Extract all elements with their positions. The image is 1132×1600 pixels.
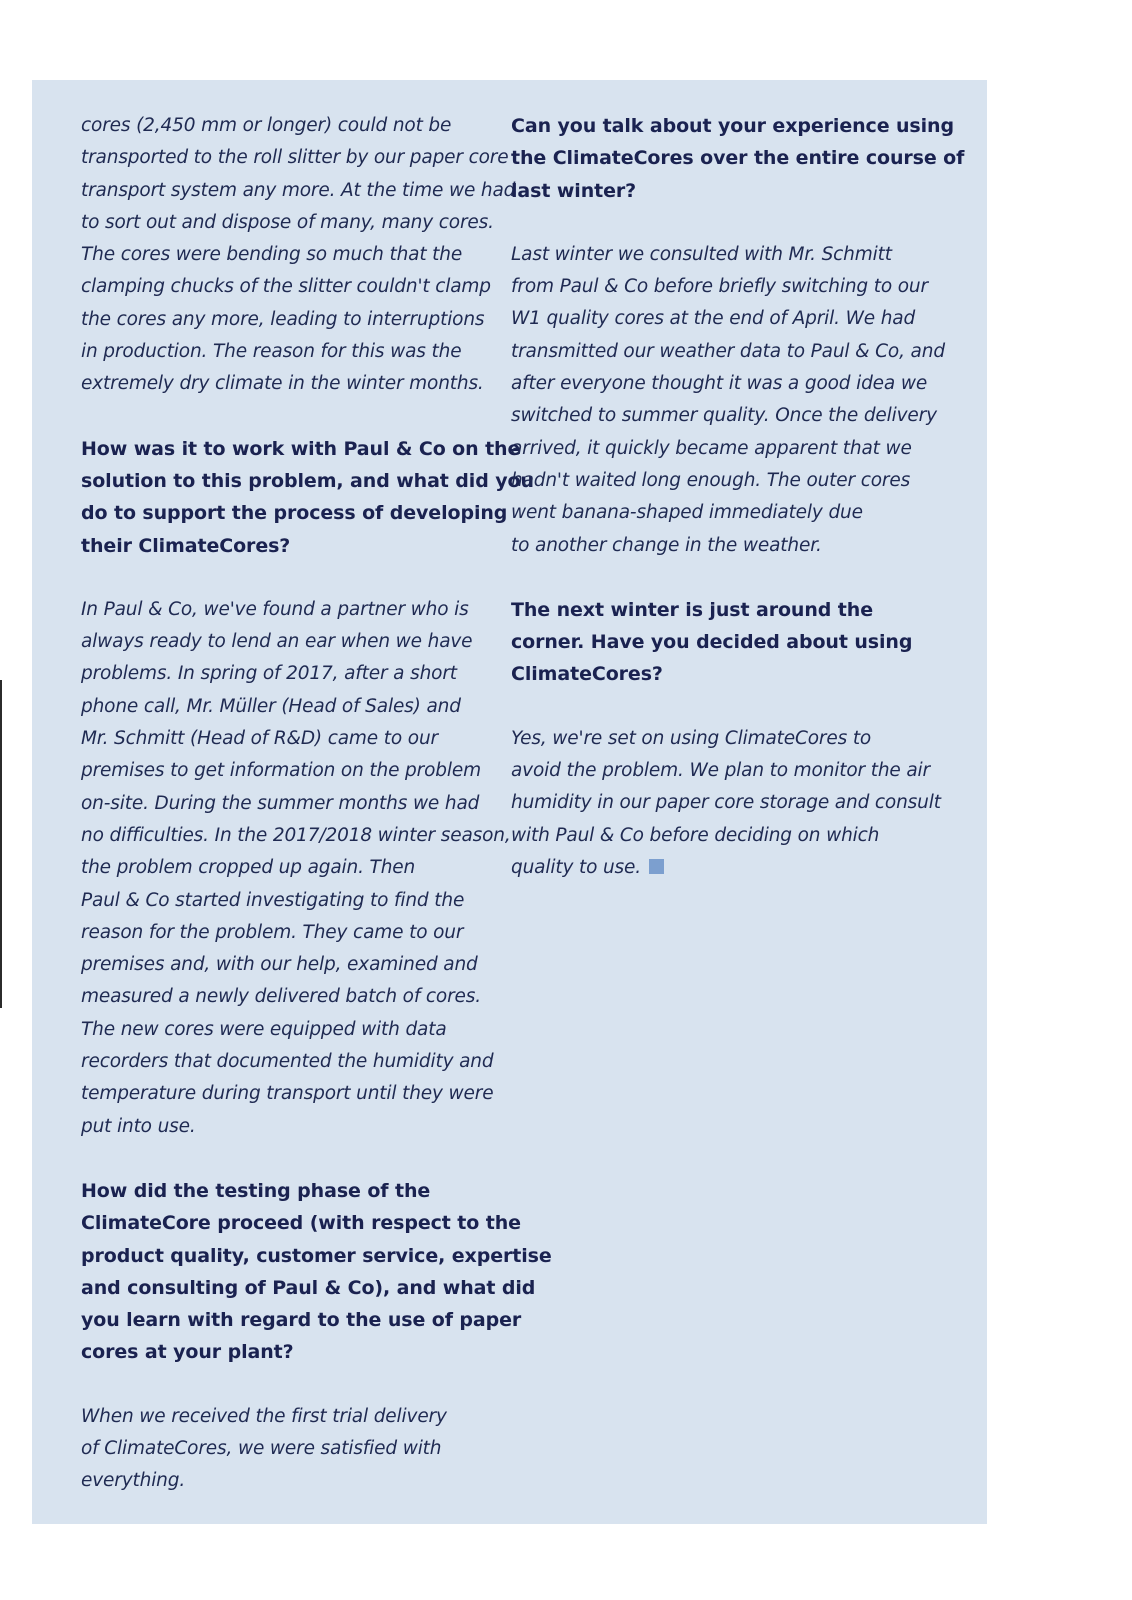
interview-question [511, 594, 931, 691]
text-line: hadn't waited long enough. The outer cores [511, 469, 911, 491]
text-line: Can you talk about your experience using [511, 115, 954, 137]
left-column [81, 110, 552, 1530]
text-line: problems. In spring of 2017, after a short [81, 663, 457, 685]
text-line: everything. [81, 1470, 186, 1492]
text-line: The cores were bending so much that the [81, 244, 463, 266]
text-line: last winter? [511, 179, 637, 202]
text-line: from Paul & Co before briefly switching to our [511, 276, 928, 298]
text-line: How was it to work with Paul & Co on the [81, 437, 521, 460]
answer-paragraph [511, 239, 945, 562]
end-mark-icon [649, 859, 664, 874]
text-line: transported to the roll slitter by our paper core [81, 147, 509, 169]
text-line: The next winter is just around the [511, 598, 873, 621]
text-line: the ClimateCores over the entire course of [511, 147, 965, 170]
text-line: in production. The reason for this was the [81, 341, 462, 363]
text-line: went banana-shaped immediately due [511, 502, 863, 524]
text-line: premises and, with our help, examined and [81, 954, 478, 976]
text-line: ClimateCores? [511, 663, 663, 686]
interview-question [81, 1175, 552, 1369]
page-edge-mark [0, 680, 2, 1008]
interview-question [511, 110, 965, 207]
text-line: The new cores were equipped with data [81, 1018, 447, 1040]
text-line: corner. Have you decided about using [511, 631, 913, 654]
text-line: avoid the problem. We plan to monitor the air [511, 760, 930, 782]
text-line: measured a newly delivered batch of cores. [81, 986, 482, 1008]
text-line: with Paul & Co before deciding on which [511, 824, 880, 846]
text-line: Paul & Co started investigating to find the [81, 889, 465, 911]
text-line: Last winter we consulted with Mr. Schmitt [511, 243, 892, 265]
text-line: cores (2,450 mm or longer) could not be [81, 115, 452, 136]
text-line: ClimateCore proceed (with respect to the [81, 1212, 521, 1235]
text-line: solution to this problem, and what did you [81, 469, 534, 492]
text-line: humidity in our paper core storage and consult [511, 792, 941, 814]
text-line: W1 quality cores at the end of April. We had [511, 308, 916, 330]
right-column [511, 110, 965, 916]
text-line: quality to use. [511, 852, 931, 884]
text-line: Yes, we're set on using ClimateCores to [511, 727, 872, 749]
answer-paragraph [81, 110, 516, 401]
text-line: recorders that documented the humidity and [81, 1051, 494, 1073]
text-line: temperature during transport until they were [81, 1083, 494, 1105]
text-line: How did the testing phase of the [81, 1179, 431, 1202]
text-line: premises to get information on the problem [81, 760, 481, 782]
interview-question [81, 433, 534, 562]
text-line: extremely dry climate in the winter months. [81, 373, 484, 395]
text-line: When we received the first trial delivery [81, 1405, 447, 1427]
answer-paragraph [81, 1401, 491, 1498]
text-line: cores at your plant? [81, 1341, 294, 1364]
text-line: Mr. Schmitt (Head of R&D) came to our [81, 728, 438, 750]
text-line: the cores any more, leading to interruptions [81, 308, 485, 330]
text-line: do to support the process of developing [81, 502, 508, 525]
text-line: In Paul & Co, we've found a partner who is [81, 598, 469, 620]
text-line: phone call, Mr. Müller (Head of Sales) and [81, 695, 461, 717]
text-line: to sort out and dispose of many, many cores. [81, 211, 494, 233]
text-line: and consulting of Paul & Co), and what did [81, 1276, 536, 1299]
text-line: transport system any more. At the time we had [81, 179, 516, 201]
text-line: on-site. During the summer months we had [81, 792, 480, 814]
text-line: switched to summer quality. Once the delivery [511, 405, 937, 427]
answer-paragraph [81, 594, 511, 1143]
text-line: arrived, it quickly became apparent that we [511, 437, 912, 459]
text-line: their ClimateCores? [81, 534, 291, 557]
text-line: the problem cropped up again. Then [81, 857, 416, 879]
text-line: of ClimateCores, we were satisfied with [81, 1437, 442, 1459]
text-line: reason for the problem. They came to our [81, 921, 464, 943]
text-line: product quality, customer service, expertise [81, 1244, 552, 1267]
text-line: always ready to lend an ear when we have [81, 631, 473, 653]
text-line: after everyone thought it was a good idea we [511, 373, 928, 395]
text-line: to another change in the weather. [511, 534, 822, 556]
text-line: clamping chucks of the slitter couldn't clamp [81, 276, 491, 298]
text-line: transmitted our weather data to Paul & Co, and [511, 340, 945, 362]
text-line: put into use. [81, 1115, 196, 1137]
answer-paragraph-final [511, 723, 941, 884]
text-line: no difficulties. In the 2017/2018 winter season, [81, 824, 511, 846]
text-line: you learn with regard to the use of paper [81, 1309, 522, 1332]
